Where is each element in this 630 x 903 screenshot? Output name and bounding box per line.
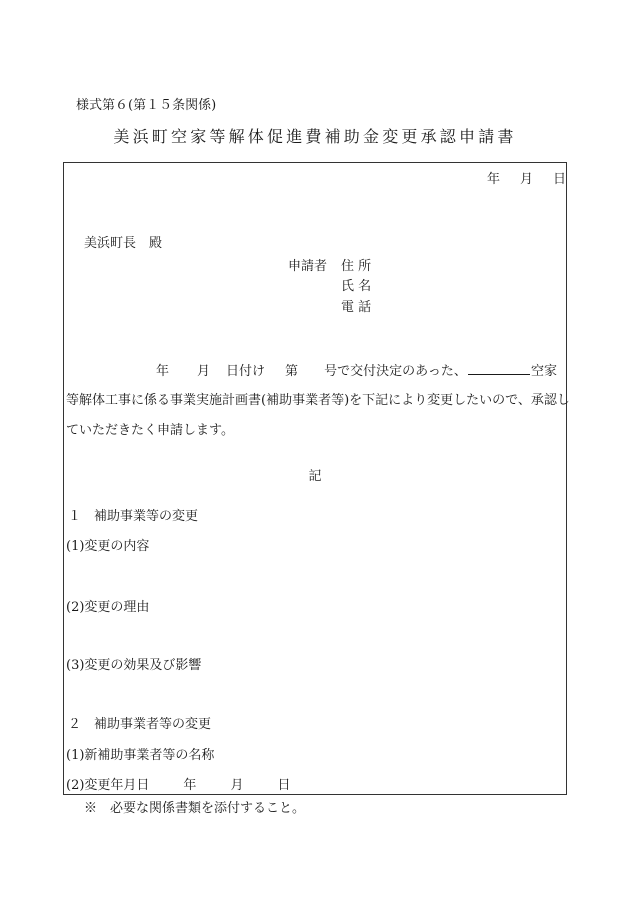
date-month: 月 bbox=[520, 172, 534, 187]
body-line-3: ていただきたく申請します。 bbox=[66, 423, 234, 438]
date-header bbox=[487, 168, 566, 187]
blank-underline bbox=[468, 364, 530, 375]
change-date-month: 月 bbox=[230, 778, 244, 793]
body-month: 月 bbox=[197, 364, 211, 379]
change-date-year: 年 bbox=[183, 778, 197, 793]
body-akiya: 空家 bbox=[530, 364, 557, 379]
section-2-item-2 bbox=[66, 774, 290, 793]
ki-heading: 記 bbox=[308, 469, 322, 484]
section-1-item-3: (3)変更の効果及び影響 bbox=[66, 658, 202, 673]
section-2-heading: ２ 補助事業者等の変更 bbox=[68, 717, 212, 732]
applicant-address-label: 住 所 bbox=[341, 259, 372, 274]
section-1-heading: １ 補助事業等の変更 bbox=[68, 509, 199, 524]
document-title: 美浜町空家等解体促進費補助金変更承認申請書 bbox=[113, 127, 517, 146]
attachment-note: ※ 必要な関係書類を添付すること。 bbox=[84, 801, 306, 816]
body-line-2: 等解体工事に係る事業実施計画書(補助事業者等)を下記により変更したいので、承認し bbox=[66, 393, 570, 408]
applicant-name-label: 氏 名 bbox=[341, 279, 372, 294]
applicant-phone-label: 電 話 bbox=[341, 300, 372, 315]
body-dai: 第 bbox=[285, 364, 299, 379]
addressee: 美浜町長 殿 bbox=[84, 236, 163, 251]
body-go-text: 号で交付決定のあった、 bbox=[324, 364, 467, 379]
date-year: 年 bbox=[487, 172, 501, 187]
section-2-item-1: (1)新補助事業者等の名称 bbox=[66, 748, 215, 763]
section-1-item-2: (2)変更の理由 bbox=[66, 600, 150, 615]
body-year: 年 bbox=[156, 364, 170, 379]
body-date-suffix: 日付け bbox=[226, 364, 266, 379]
change-date-label: (2)変更年月日 bbox=[66, 778, 150, 793]
applicant-label: 申請者 bbox=[288, 259, 328, 274]
form-number: 様式第６(第１５条関係) bbox=[76, 98, 217, 113]
section-1-item-1: (1)変更の内容 bbox=[66, 539, 150, 554]
date-day: 日 bbox=[553, 172, 567, 187]
body-line-1 bbox=[66, 360, 562, 379]
change-date-day: 日 bbox=[277, 778, 291, 793]
